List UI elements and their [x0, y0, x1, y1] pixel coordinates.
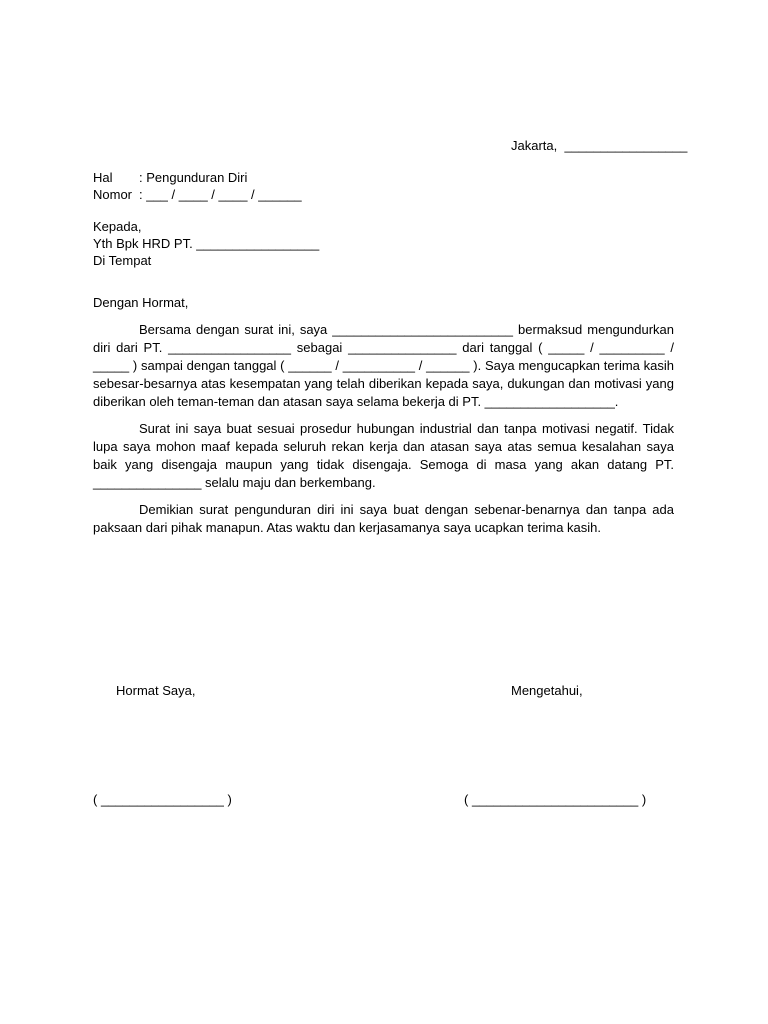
recipient-line-1: Kepada,	[93, 219, 142, 234]
subject-hal-row	[93, 169, 302, 186]
signature-right-name: ( _______________________ )	[464, 792, 647, 807]
greeting: Dengan Hormat,	[93, 295, 189, 310]
recipient-line-2: Yth Bpk HRD PT. _________________	[93, 236, 320, 251]
recipient-line-3: Di Tempat	[93, 253, 152, 268]
hal-value: : Pengunduran Diri	[139, 170, 248, 185]
nomor-value: : ___ / ____ / ____ / ______	[139, 187, 302, 202]
body-paragraph-3: Demikian surat pengunduran diri ini saya buat dengan sebenar-benarnya dan tanpa ada paksaan dari pihak manapun. Atas waktu dan kerjasamanya saya ucapkan terima kasih.	[93, 502, 674, 535]
signature-left-title: Hormat Saya,	[116, 683, 196, 698]
hal-label: Hal	[93, 170, 113, 185]
place-date-line: Jakarta, _________________	[511, 138, 688, 153]
body-paragraph-2: Surat ini saya buat sesuai prosedur hubungan industrial dan tanpa motivasi negatif. Tidak lupa saya mohon maaf kepada seluruh rekan kerja dan atasan saya atas semua kesalahan saya baik yang disengaja maupun yang tidak disengaja. Semoga di masa yang akan datang PT. _______________ selalu maju dan berkembang.	[93, 421, 674, 490]
body-paragraph-1: Bersama dengan surat ini, saya _________________________ bermaksud mengundurkan diri dari PT. _________________ sebagai _______________ dari tanggal ( _____ / _________ / _____ ) sampai dengan tanggal ( ______ / __________ / ______ ). Saya mengucapkan terima kasih sebesar-besarnya atas kesempatan yang telah diberikan kepada saya, dukungan dan motivasi yang diberikan oleh teman-teman dan atasan saya selama bekerja di PT. __________________.	[93, 322, 674, 409]
subject-nomor-row	[93, 186, 302, 203]
subject-block	[93, 169, 302, 203]
recipient-block	[93, 218, 319, 269]
signature-right-title: Mengetahui,	[511, 683, 583, 698]
nomor-label: Nomor	[93, 187, 133, 202]
signature-left-name: ( _________________ )	[93, 792, 232, 807]
